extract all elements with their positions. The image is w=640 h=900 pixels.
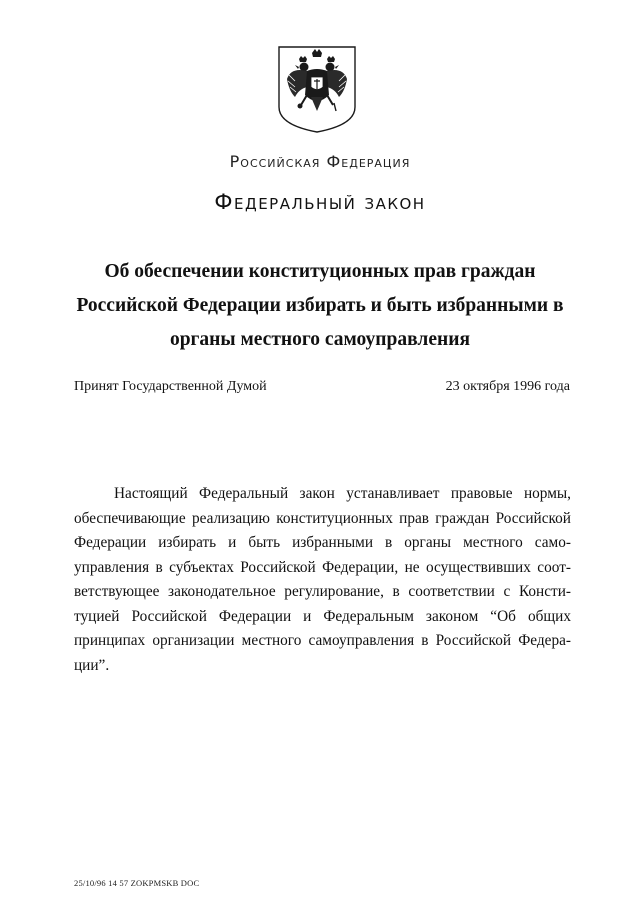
law-title-line: Об обеспечении конституционных прав граждан: [104, 261, 536, 282]
body-paragraph: Настоящий Федеральный закон устанавливает правовые нормы, обеспечивающие реализацию конституционных прав граждан Российской Федерации избирать и быть избранными в органы местного самоуправления в субъектах Российской Федерации, не осуществивших соответствующее законодательное регулирование, в соответствии с Конституцией Российской Федерации и Федеральным законом “Об общих принципах организации местного самоуправления в Российской Федерации”.: [74, 485, 571, 674]
adoption-info: [74, 379, 570, 395]
coat-of-arms-emblem-icon: [277, 45, 357, 134]
file-stamp: 25/10/96 14 57 ZOKPMSKB DOC: [74, 878, 200, 888]
law-title-line: органы местного самоуправления: [169, 329, 471, 350]
adopted-by-text: Принят Государственной Думой: [74, 379, 267, 394]
law-title: [60, 255, 580, 357]
document-type-heading: Федеральный закон: [214, 190, 426, 214]
double-headed-eagle-icon: [277, 45, 357, 134]
adoption-date: 23 октября 1996 года: [445, 379, 570, 394]
country-heading: Российская Федерация: [229, 152, 411, 171]
law-title-line: Российской Федерации избирать и быть избранными в: [76, 295, 564, 316]
